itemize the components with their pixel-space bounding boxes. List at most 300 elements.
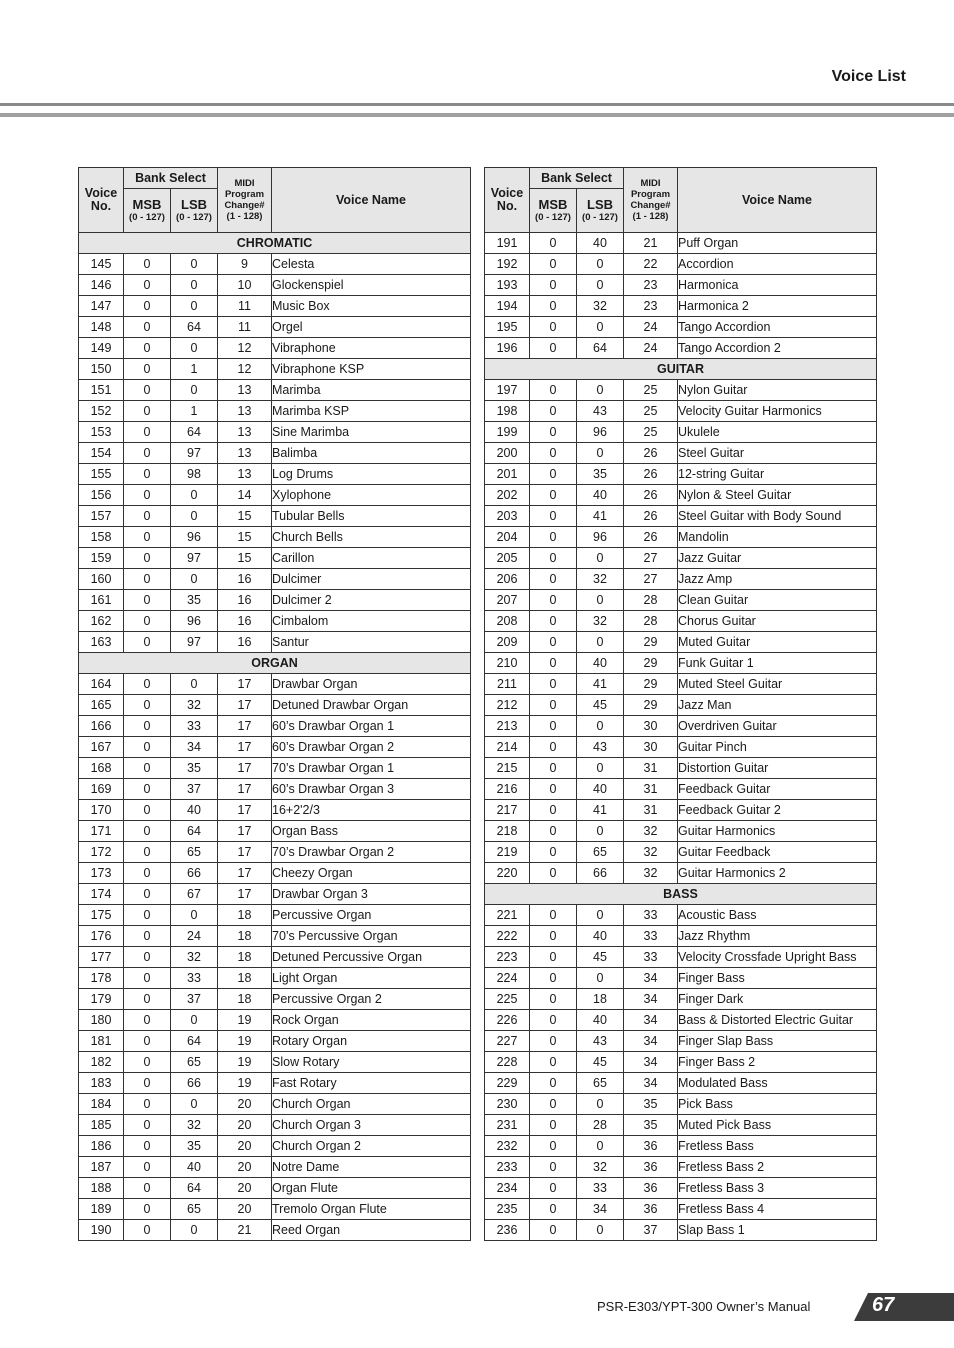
voice-name-cell: Notre Dame — [272, 1157, 471, 1178]
msb-cell: 0 — [530, 380, 577, 401]
table-row — [485, 926, 877, 947]
voice-name-cell: Finger Bass — [678, 968, 877, 989]
table-row — [485, 485, 877, 506]
program-change-cell: 20 — [218, 1115, 272, 1136]
lsb-cell: 0 — [171, 506, 218, 527]
program-change-cell: 20 — [218, 1157, 272, 1178]
table-row — [79, 758, 471, 779]
program-change-cell: 16 — [218, 569, 272, 590]
voice-name-cell: Tango Accordion — [678, 317, 877, 338]
table-row — [79, 821, 471, 842]
voice-no-cell: 195 — [485, 317, 530, 338]
page-number: 67 — [872, 1294, 895, 1316]
voice-name-cell: Drawbar Organ 3 — [272, 884, 471, 905]
program-change-cell: 29 — [624, 653, 678, 674]
program-change-cell: 10 — [218, 275, 272, 296]
msb-cell: 0 — [530, 968, 577, 989]
voice-no-cell: 172 — [79, 842, 124, 863]
table-row — [485, 1115, 877, 1136]
program-change-cell: 18 — [218, 926, 272, 947]
msb-cell: 0 — [124, 926, 171, 947]
msb-cell: 0 — [530, 1136, 577, 1157]
program-change-cell: 19 — [218, 1073, 272, 1094]
lsb-cell: 0 — [171, 380, 218, 401]
program-change-cell: 32 — [624, 821, 678, 842]
table-row — [79, 359, 471, 380]
voice-name-cell: Nylon & Steel Guitar — [678, 485, 877, 506]
msb-cell: 0 — [530, 485, 577, 506]
voice-no-cell: 199 — [485, 422, 530, 443]
bank-select-header: Bank Select — [124, 168, 218, 189]
table-row — [485, 1094, 877, 1115]
program-change-cell: 27 — [624, 548, 678, 569]
lsb-cell: 64 — [577, 338, 624, 359]
lsb-cell: 65 — [171, 1199, 218, 1220]
msb-cell: 0 — [124, 296, 171, 317]
voice-name-cell: Detuned Percussive Organ — [272, 947, 471, 968]
voice-name-cell: Fast Rotary — [272, 1073, 471, 1094]
lsb-cell: 97 — [171, 632, 218, 653]
table-row — [485, 737, 877, 758]
voice-name-cell: Cimbalom — [272, 611, 471, 632]
voice-name-cell: Funk Guitar 1 — [678, 653, 877, 674]
lsb-header: LSB (0 - 127) — [577, 189, 624, 233]
table-row — [79, 611, 471, 632]
voice-no-cell: 161 — [79, 590, 124, 611]
program-change-cell: 29 — [624, 695, 678, 716]
msb-cell: 0 — [124, 1178, 171, 1199]
program-change-cell: 15 — [218, 527, 272, 548]
lsb-cell: 32 — [577, 611, 624, 632]
msb-cell: 0 — [124, 884, 171, 905]
program-change-cell: 36 — [624, 1136, 678, 1157]
lsb-cell: 40 — [171, 1157, 218, 1178]
msb-cell: 0 — [530, 947, 577, 968]
program-change-cell: 13 — [218, 380, 272, 401]
msb-cell: 0 — [124, 1031, 171, 1052]
lsb-cell: 40 — [577, 233, 624, 254]
table-row — [79, 296, 471, 317]
lsb-cell: 0 — [171, 485, 218, 506]
voice-no-cell: 188 — [79, 1178, 124, 1199]
voice-name-cell: Music Box — [272, 296, 471, 317]
program-change-cell: 20 — [218, 1136, 272, 1157]
voice-name-cell: 16+2'2/3 — [272, 800, 471, 821]
voice-no-cell: 183 — [79, 1073, 124, 1094]
msb-cell: 0 — [530, 1157, 577, 1178]
table-row — [79, 947, 471, 968]
program-change-cell: 20 — [218, 1178, 272, 1199]
lsb-cell: 43 — [577, 401, 624, 422]
voice-name-cell: Finger Bass 2 — [678, 1052, 877, 1073]
lsb-cell: 0 — [171, 338, 218, 359]
table-row — [79, 863, 471, 884]
voice-name-cell: Percussive Organ — [272, 905, 471, 926]
msb-cell: 0 — [530, 800, 577, 821]
voice-name-cell: Church Organ — [272, 1094, 471, 1115]
lsb-cell: 0 — [171, 905, 218, 926]
program-change-cell: 17 — [218, 758, 272, 779]
msb-cell: 0 — [530, 1052, 577, 1073]
voice-no-cell: 223 — [485, 947, 530, 968]
program-change-cell: 34 — [624, 1031, 678, 1052]
category-label: ORGAN — [79, 653, 471, 674]
lsb-cell: 0 — [577, 548, 624, 569]
voice-name-cell: Harmonica 2 — [678, 296, 877, 317]
voice-no-cell: 213 — [485, 716, 530, 737]
lsb-cell: 0 — [171, 1094, 218, 1115]
msb-cell: 0 — [530, 1178, 577, 1199]
table-row — [485, 548, 877, 569]
lsb-cell: 66 — [171, 1073, 218, 1094]
voice-no-cell: 220 — [485, 863, 530, 884]
msb-cell: 0 — [124, 464, 171, 485]
voice-name-cell: Log Drums — [272, 464, 471, 485]
table-row — [79, 737, 471, 758]
category-row — [79, 653, 471, 674]
program-change-cell: 17 — [218, 695, 272, 716]
msb-cell: 0 — [124, 1199, 171, 1220]
msb-cell: 0 — [530, 548, 577, 569]
msb-cell: 0 — [124, 443, 171, 464]
msb-cell: 0 — [530, 317, 577, 338]
program-change-cell: 20 — [218, 1094, 272, 1115]
lsb-cell: 35 — [577, 464, 624, 485]
voice-no-cell: 226 — [485, 1010, 530, 1031]
voice-no-cell: 151 — [79, 380, 124, 401]
lsb-cell: 34 — [171, 737, 218, 758]
table-row — [79, 926, 471, 947]
table-row — [79, 1073, 471, 1094]
program-change-cell: 34 — [624, 1073, 678, 1094]
table-row — [485, 275, 877, 296]
lsb-cell: 24 — [171, 926, 218, 947]
table-row — [79, 1157, 471, 1178]
program-change-cell: 29 — [624, 632, 678, 653]
table-row — [79, 338, 471, 359]
program-change-cell: 16 — [218, 632, 272, 653]
table-row — [485, 653, 877, 674]
lsb-cell: 32 — [577, 569, 624, 590]
voice-no-cell: 198 — [485, 401, 530, 422]
program-change-cell: 21 — [624, 233, 678, 254]
voice-name-cell: Modulated Bass — [678, 1073, 877, 1094]
lsb-cell: 45 — [577, 1052, 624, 1073]
voice-list-body-left — [79, 233, 471, 1241]
lsb-cell: 64 — [171, 422, 218, 443]
msb-cell: 0 — [124, 674, 171, 695]
voice-name-cell: Church Organ 3 — [272, 1115, 471, 1136]
table-row — [485, 905, 877, 926]
msb-cell: 0 — [530, 926, 577, 947]
voice-no-cell: 197 — [485, 380, 530, 401]
program-change-cell: 11 — [218, 317, 272, 338]
voice-name-cell: Mandolin — [678, 527, 877, 548]
lsb-cell: 97 — [171, 443, 218, 464]
program-change-cell: 17 — [218, 779, 272, 800]
table-row — [79, 443, 471, 464]
msb-cell: 0 — [124, 590, 171, 611]
msb-cell: 0 — [124, 1073, 171, 1094]
program-change-cell: 35 — [624, 1094, 678, 1115]
lsb-cell: 64 — [171, 821, 218, 842]
msb-cell: 0 — [530, 863, 577, 884]
lsb-cell: 0 — [577, 905, 624, 926]
voice-no-cell: 179 — [79, 989, 124, 1010]
program-change-cell: 17 — [218, 716, 272, 737]
program-change-cell: 31 — [624, 758, 678, 779]
voice-name-cell: Clean Guitar — [678, 590, 877, 611]
voice-no-cell: 166 — [79, 716, 124, 737]
lsb-cell: 0 — [171, 569, 218, 590]
voice-name-cell: Harmonica — [678, 275, 877, 296]
msb-cell: 0 — [530, 1220, 577, 1241]
category-label: GUITAR — [485, 359, 877, 380]
voice-no-cell: 178 — [79, 968, 124, 989]
program-change-cell: 34 — [624, 968, 678, 989]
table-row — [79, 968, 471, 989]
midi-program-change-header: MIDI Program Change# (1 - 128) — [218, 168, 272, 233]
lsb-cell: 33 — [171, 716, 218, 737]
table-row — [79, 590, 471, 611]
table-row — [485, 1178, 877, 1199]
voice-name-cell: Carillon — [272, 548, 471, 569]
table-row — [485, 800, 877, 821]
voice-name-cell: Glockenspiel — [272, 275, 471, 296]
voice-name-cell: Acoustic Bass — [678, 905, 877, 926]
msb-header: MSB (0 - 127) — [530, 189, 577, 233]
voice-name-cell: Fretless Bass 2 — [678, 1157, 877, 1178]
table-row — [79, 989, 471, 1010]
bank-select-header: Bank Select — [530, 168, 624, 189]
lsb-cell: 34 — [577, 1199, 624, 1220]
lsb-cell: 0 — [171, 1010, 218, 1031]
lsb-cell: 0 — [577, 968, 624, 989]
program-change-cell: 32 — [624, 842, 678, 863]
program-change-cell: 33 — [624, 947, 678, 968]
program-change-cell: 17 — [218, 800, 272, 821]
table-row — [485, 821, 877, 842]
msb-cell: 0 — [530, 275, 577, 296]
table-row — [485, 1052, 877, 1073]
category-label: BASS — [485, 884, 877, 905]
lsb-cell: 0 — [577, 716, 624, 737]
msb-cell: 0 — [124, 821, 171, 842]
msb-cell: 0 — [124, 947, 171, 968]
table-row — [485, 632, 877, 653]
msb-cell: 0 — [124, 632, 171, 653]
manual-title: PSR-E303/YPT-300 Owner’s Manual — [597, 1299, 811, 1314]
header-rule-top — [0, 103, 954, 106]
msb-cell: 0 — [124, 548, 171, 569]
voice-no-cell: 230 — [485, 1094, 530, 1115]
program-change-cell: 13 — [218, 443, 272, 464]
table-row — [485, 968, 877, 989]
msb-cell: 0 — [124, 401, 171, 422]
msb-cell: 0 — [124, 1115, 171, 1136]
category-row — [485, 359, 877, 380]
voice-no-cell: 152 — [79, 401, 124, 422]
voice-name-cell: Detuned Drawbar Organ — [272, 695, 471, 716]
table-row — [485, 569, 877, 590]
voice-no-cell: 210 — [485, 653, 530, 674]
program-change-cell: 14 — [218, 485, 272, 506]
voice-name-cell: Finger Slap Bass — [678, 1031, 877, 1052]
program-change-cell: 16 — [218, 611, 272, 632]
lsb-cell: 43 — [577, 1031, 624, 1052]
msb-header: MSB (0 - 127) — [124, 189, 171, 233]
voice-name-cell: Jazz Amp — [678, 569, 877, 590]
lsb-cell: 98 — [171, 464, 218, 485]
category-row — [485, 884, 877, 905]
voice-no-cell: 192 — [485, 254, 530, 275]
table-row — [79, 1052, 471, 1073]
voice-name-cell: Slow Rotary — [272, 1052, 471, 1073]
table-row — [485, 779, 877, 800]
voice-no-cell: 218 — [485, 821, 530, 842]
voice-name-cell: Puff Organ — [678, 233, 877, 254]
table-row — [79, 275, 471, 296]
voice-list-body-right — [485, 233, 877, 1241]
program-change-cell: 12 — [218, 359, 272, 380]
msb-cell: 0 — [124, 800, 171, 821]
voice-name-cell: 60’s Drawbar Organ 3 — [272, 779, 471, 800]
lsb-cell: 35 — [171, 758, 218, 779]
program-change-cell: 19 — [218, 1031, 272, 1052]
program-change-cell: 24 — [624, 317, 678, 338]
program-change-cell: 26 — [624, 527, 678, 548]
voice-name-cell: 60’s Drawbar Organ 1 — [272, 716, 471, 737]
table-row — [79, 548, 471, 569]
msb-cell: 0 — [530, 443, 577, 464]
voice-no-cell: 159 — [79, 548, 124, 569]
voice-no-cell: 181 — [79, 1031, 124, 1052]
program-change-cell: 15 — [218, 548, 272, 569]
lsb-cell: 0 — [171, 1220, 218, 1241]
table-row — [79, 1115, 471, 1136]
voice-name-cell: 70’s Percussive Organ — [272, 926, 471, 947]
voice-no-cell: 154 — [79, 443, 124, 464]
lsb-cell: 65 — [577, 842, 624, 863]
program-change-cell: 20 — [218, 1199, 272, 1220]
voice-no-cell: 204 — [485, 527, 530, 548]
voice-name-cell: Distortion Guitar — [678, 758, 877, 779]
voice-no-cell: 150 — [79, 359, 124, 380]
voice-no-cell: 162 — [79, 611, 124, 632]
voice-no-cell: 200 — [485, 443, 530, 464]
lsb-cell: 40 — [171, 800, 218, 821]
voice-no-cell: 206 — [485, 569, 530, 590]
voice-name-cell: Sine Marimba — [272, 422, 471, 443]
voice-name-cell: Velocity Guitar Harmonics — [678, 401, 877, 422]
lsb-cell: 35 — [171, 590, 218, 611]
lsb-cell: 64 — [171, 1031, 218, 1052]
msb-cell: 0 — [530, 821, 577, 842]
voice-no-cell: 227 — [485, 1031, 530, 1052]
lsb-cell: 33 — [577, 1178, 624, 1199]
program-change-cell: 28 — [624, 611, 678, 632]
msb-cell: 0 — [530, 254, 577, 275]
table-row — [485, 317, 877, 338]
voice-name-cell: Guitar Harmonics — [678, 821, 877, 842]
table-row — [79, 1199, 471, 1220]
voice-name-cell: Balimba — [272, 443, 471, 464]
lsb-cell: 0 — [577, 821, 624, 842]
voice-no-cell: 208 — [485, 611, 530, 632]
voice-no-cell: 155 — [79, 464, 124, 485]
msb-cell: 0 — [124, 737, 171, 758]
lsb-cell: 65 — [171, 842, 218, 863]
table-row — [485, 947, 877, 968]
voice-no-header: Voice No. — [79, 168, 124, 233]
lsb-cell: 66 — [577, 863, 624, 884]
program-change-cell: 17 — [218, 863, 272, 884]
voice-name-cell: Chorus Guitar — [678, 611, 877, 632]
program-change-cell: 19 — [218, 1010, 272, 1031]
voice-no-cell: 216 — [485, 779, 530, 800]
lsb-cell: 40 — [577, 779, 624, 800]
voice-no-cell: 193 — [485, 275, 530, 296]
voice-name-cell: Velocity Crossfade Upright Bass — [678, 947, 877, 968]
lsb-cell: 0 — [577, 254, 624, 275]
lsb-cell: 1 — [171, 401, 218, 422]
msb-cell: 0 — [530, 464, 577, 485]
voice-no-cell: 194 — [485, 296, 530, 317]
voice-no-cell: 149 — [79, 338, 124, 359]
program-change-cell: 11 — [218, 296, 272, 317]
voice-name-cell: Tremolo Organ Flute — [272, 1199, 471, 1220]
table-row — [485, 758, 877, 779]
voice-no-cell: 156 — [79, 485, 124, 506]
voice-no-cell: 175 — [79, 905, 124, 926]
voice-no-cell: 232 — [485, 1136, 530, 1157]
msb-cell: 0 — [124, 989, 171, 1010]
lsb-cell: 32 — [577, 1157, 624, 1178]
table-row — [485, 422, 877, 443]
lsb-cell: 40 — [577, 485, 624, 506]
lsb-cell: 97 — [171, 548, 218, 569]
table-row — [79, 317, 471, 338]
msb-cell: 0 — [124, 905, 171, 926]
program-change-cell: 17 — [218, 842, 272, 863]
program-change-cell: 26 — [624, 506, 678, 527]
msb-cell: 0 — [124, 359, 171, 380]
voice-name-cell: Finger Dark — [678, 989, 877, 1010]
msb-cell: 0 — [530, 527, 577, 548]
voice-no-cell: 169 — [79, 779, 124, 800]
lsb-cell: 96 — [577, 527, 624, 548]
lsb-cell: 0 — [171, 254, 218, 275]
voice-name-cell: Percussive Organ 2 — [272, 989, 471, 1010]
voice-no-cell: 235 — [485, 1199, 530, 1220]
lsb-cell: 32 — [577, 296, 624, 317]
lsb-cell: 37 — [171, 989, 218, 1010]
voice-name-cell: Overdriven Guitar — [678, 716, 877, 737]
lsb-cell: 67 — [171, 884, 218, 905]
lsb-cell: 32 — [171, 1115, 218, 1136]
program-change-cell: 36 — [624, 1157, 678, 1178]
msb-cell: 0 — [530, 779, 577, 800]
voice-no-cell: 176 — [79, 926, 124, 947]
table-row — [485, 716, 877, 737]
voice-no-cell: 229 — [485, 1073, 530, 1094]
voice-name-cell: Church Bells — [272, 527, 471, 548]
table-row — [79, 695, 471, 716]
voice-no-cell: 163 — [79, 632, 124, 653]
msb-cell: 0 — [530, 1199, 577, 1220]
voice-name-cell: Slap Bass 1 — [678, 1220, 877, 1241]
voice-no-cell: 234 — [485, 1178, 530, 1199]
